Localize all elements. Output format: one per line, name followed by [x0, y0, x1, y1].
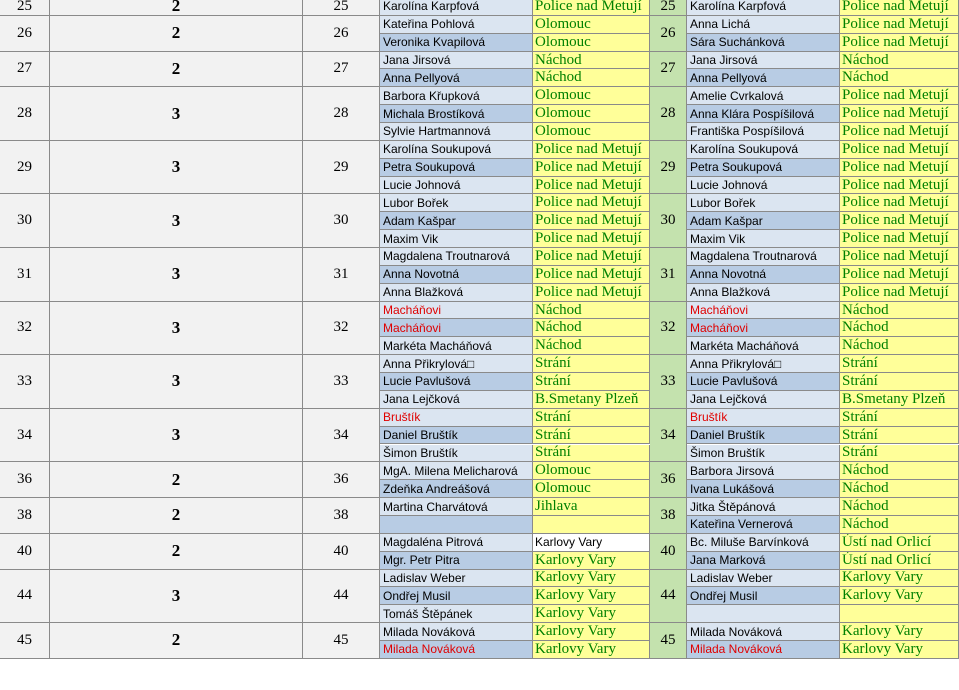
- club-right: Strání: [840, 355, 959, 373]
- group-number-right: 27: [650, 52, 687, 88]
- entrant-name-left: Ondřej Musil: [380, 587, 533, 605]
- entrant-name-left: Kateřina Pohlová: [380, 16, 533, 34]
- group-number-left: 28: [303, 87, 380, 141]
- group-number-right: 33: [650, 355, 687, 409]
- group-number-right: 38: [650, 498, 687, 534]
- group-count: 3: [50, 141, 303, 195]
- club-left: Police nad Metují: [533, 0, 650, 16]
- club-right: B.Smetany Plzeň: [840, 391, 959, 409]
- entrant-name-left: Anna Pellyová: [380, 69, 533, 87]
- group-count: 3: [50, 302, 303, 356]
- club-right: Police nad Metují: [840, 87, 959, 105]
- group-number-right: 29: [650, 141, 687, 195]
- club-left: Strání: [533, 445, 650, 463]
- club-left: Náchod: [533, 69, 650, 87]
- entrant-name-left: Jana Lejčková: [380, 391, 533, 409]
- group-number: 31: [0, 248, 50, 302]
- entrant-name-right: Anna Lichá: [687, 16, 840, 34]
- entrant-name-left: Markéta Macháňová: [380, 337, 533, 355]
- club-left: Karlovy Vary: [533, 534, 650, 552]
- group-count: 2: [50, 534, 303, 570]
- club-right: Ústí nad Orlicí: [840, 534, 959, 552]
- entrant-name-right: Ladislav Weber: [687, 570, 840, 588]
- club-right: Police nad Metují: [840, 194, 959, 212]
- entrant-name-left: Karolína Karpfová: [380, 0, 533, 16]
- club-right: Ústí nad Orlicí: [840, 552, 959, 570]
- club-left: B.Smetany Plzeň: [533, 391, 650, 409]
- club-right: Náchod: [840, 69, 959, 87]
- club-left: [533, 516, 650, 534]
- entrant-name-right: Bruštík: [687, 409, 840, 427]
- group-number-left: 27: [303, 52, 380, 88]
- entrant-name-left: MgA. Milena Melicharová: [380, 462, 533, 480]
- club-right: Police nad Metují: [840, 177, 959, 195]
- group-count: 2: [50, 0, 303, 16]
- group-number-right: 44: [650, 570, 687, 624]
- entrant-name-left: Macháňovi: [380, 319, 533, 337]
- entrant-name-right: Amelie Cvrkalová: [687, 87, 840, 105]
- entrant-name-left: Michala Brostíková: [380, 105, 533, 123]
- club-right: Police nad Metují: [840, 159, 959, 177]
- club-left: Strání: [533, 373, 650, 391]
- club-right: Strání: [840, 445, 959, 463]
- entrant-name-right: Barbora Jirsová: [687, 462, 840, 480]
- group-number-left: 25: [303, 0, 380, 16]
- group-count: 3: [50, 570, 303, 624]
- club-right: Strání: [840, 373, 959, 391]
- entrant-name-left: Jana Jirsová: [380, 52, 533, 70]
- entrant-name-right: Anna Blažková: [687, 284, 840, 302]
- club-right: Police nad Metují: [840, 248, 959, 266]
- entrant-name-right: Bc. Miluše Barvínková: [687, 534, 840, 552]
- club-left: Police nad Metují: [533, 266, 650, 284]
- entrant-name-right: Lucie Pavlušová: [687, 373, 840, 391]
- club-right: Police nad Metují: [840, 230, 959, 248]
- club-right: Náchod: [840, 337, 959, 355]
- club-left: Strání: [533, 427, 650, 445]
- group-number-right: 32: [650, 302, 687, 356]
- entrant-name-left: Daniel Bruštík: [380, 427, 533, 445]
- entrant-name-left: Magdalena Troutnarová: [380, 248, 533, 266]
- entrant-name-left: Šimon Bruštík: [380, 445, 533, 463]
- club-right: Náchod: [840, 462, 959, 480]
- group-number: 30: [0, 194, 50, 248]
- club-left: Olomouc: [533, 16, 650, 34]
- group-number-left: 26: [303, 16, 380, 52]
- club-left: Strání: [533, 409, 650, 427]
- entrant-name-left: Maxim Vik: [380, 230, 533, 248]
- entrant-name-right: Ondřej Musil: [687, 587, 840, 605]
- entrant-name-left: Martina Charvátová: [380, 498, 533, 516]
- club-left: Police nad Metují: [533, 284, 650, 302]
- group-number-right: 30: [650, 194, 687, 248]
- entrant-name-right: Milada Nováková: [687, 641, 840, 659]
- club-right: Police nad Metují: [840, 212, 959, 230]
- club-left: Police nad Metují: [533, 194, 650, 212]
- club-right: Police nad Metují: [840, 105, 959, 123]
- entrant-name-left: [380, 516, 533, 534]
- entrant-name-right: Anna Pellyová: [687, 69, 840, 87]
- club-left: Náchod: [533, 337, 650, 355]
- group-count: 2: [50, 498, 303, 534]
- entrant-name-left: Lucie Johnová: [380, 177, 533, 195]
- entrant-name-left: Anna Novotná: [380, 266, 533, 284]
- group-number: 33: [0, 355, 50, 409]
- club-left: Karlovy Vary: [533, 623, 650, 641]
- group-number-left: 44: [303, 570, 380, 624]
- entrant-name-right: Jana Jirsová: [687, 52, 840, 70]
- entrant-name-right: Adam Kašpar: [687, 212, 840, 230]
- entrant-name-right: Markéta Macháňová: [687, 337, 840, 355]
- entrant-name-left: Tomáš Štěpánek: [380, 605, 533, 623]
- entrant-name-right: Maxim Vik: [687, 230, 840, 248]
- group-number: 44: [0, 570, 50, 624]
- group-number: 32: [0, 302, 50, 356]
- club-left: Police nad Metují: [533, 212, 650, 230]
- club-right: Náchod: [840, 516, 959, 534]
- group-number: 36: [0, 462, 50, 498]
- entrant-name-right: Anna Klára Pospíšilová: [687, 105, 840, 123]
- entrant-name-right: Sára Suchánková: [687, 34, 840, 52]
- entrant-name-left: Lucie Pavlušová: [380, 373, 533, 391]
- club-left: Jihlava: [533, 498, 650, 516]
- club-left: Olomouc: [533, 480, 650, 498]
- entrant-name-right: Milada Nováková: [687, 623, 840, 641]
- group-number-right: 36: [650, 462, 687, 498]
- group-number-left: 32: [303, 302, 380, 356]
- group-number-right: 45: [650, 623, 687, 659]
- club-right: Náchod: [840, 52, 959, 70]
- club-right: Police nad Metují: [840, 16, 959, 34]
- entrant-name-right: Lubor Bořek: [687, 194, 840, 212]
- group-count: 3: [50, 248, 303, 302]
- club-right: Karlovy Vary: [840, 623, 959, 641]
- group-number: 29: [0, 141, 50, 195]
- entrant-name-right: Kateřina Vernerová: [687, 516, 840, 534]
- group-count: 2: [50, 623, 303, 659]
- entrant-name-right: [687, 605, 840, 623]
- entrant-name-left: Magdaléna Pitrová: [380, 534, 533, 552]
- club-right: Karlovy Vary: [840, 570, 959, 588]
- group-number: 28: [0, 87, 50, 141]
- entrant-name-right: Anna Přikrylová□: [687, 355, 840, 373]
- group-number: 26: [0, 16, 50, 52]
- entrant-name-left: Anna Přikrylová□: [380, 355, 533, 373]
- entrant-name-left: Sylvie Hartmannová: [380, 123, 533, 141]
- club-right: Police nad Metují: [840, 266, 959, 284]
- group-number-left: 45: [303, 623, 380, 659]
- entrant-name-left: Barbora Křupková: [380, 87, 533, 105]
- club-left: Karlovy Vary: [533, 587, 650, 605]
- club-right: [840, 605, 959, 623]
- group-number-right: 26: [650, 16, 687, 52]
- club-right: Police nad Metují: [840, 0, 959, 16]
- group-number: 38: [0, 498, 50, 534]
- group-number-right: 31: [650, 248, 687, 302]
- entrant-name-left: Petra Soukupová: [380, 159, 533, 177]
- entrant-name-right: Macháňovi: [687, 302, 840, 320]
- group-number: 34: [0, 409, 50, 463]
- entrant-name-right: Macháňovi: [687, 319, 840, 337]
- entrant-name-left: Lubor Bořek: [380, 194, 533, 212]
- group-number-right: 34: [650, 409, 687, 463]
- entrant-name-left: Milada Nováková: [380, 641, 533, 659]
- group-count: 2: [50, 52, 303, 88]
- club-right: Karlovy Vary: [840, 641, 959, 659]
- group-count: 2: [50, 462, 303, 498]
- entrant-name-left: Karolína Soukupová: [380, 141, 533, 159]
- club-left: Police nad Metují: [533, 230, 650, 248]
- group-count: 2: [50, 16, 303, 52]
- entrant-name-left: Mgr. Petr Pitra: [380, 552, 533, 570]
- entrant-name-right: Šimon Bruštík: [687, 445, 840, 463]
- club-right: Strání: [840, 427, 959, 445]
- club-left: Náchod: [533, 52, 650, 70]
- group-count: 3: [50, 409, 303, 463]
- entrant-name-right: Jitka Štěpánová: [687, 498, 840, 516]
- club-left: Police nad Metují: [533, 141, 650, 159]
- club-left: Strání: [533, 355, 650, 373]
- entrant-name-right: Anna Novotná: [687, 266, 840, 284]
- club-left: Police nad Metují: [533, 159, 650, 177]
- entrant-name-right: Františka Pospíšilová: [687, 123, 840, 141]
- club-right: Strání: [840, 409, 959, 427]
- entrant-name-right: Jana Lejčková: [687, 391, 840, 409]
- club-left: Olomouc: [533, 105, 650, 123]
- club-right: Police nad Metují: [840, 284, 959, 302]
- club-right: Karlovy Vary: [840, 587, 959, 605]
- group-number-right: 40: [650, 534, 687, 570]
- club-left: Police nad Metují: [533, 177, 650, 195]
- club-right: Police nad Metují: [840, 34, 959, 52]
- group-count: 3: [50, 87, 303, 141]
- club-left: Karlovy Vary: [533, 641, 650, 659]
- group-number-left: 29: [303, 141, 380, 195]
- group-number-left: 33: [303, 355, 380, 409]
- club-left: Olomouc: [533, 123, 650, 141]
- group-count: 3: [50, 355, 303, 409]
- group-number: 45: [0, 623, 50, 659]
- group-number-left: 40: [303, 534, 380, 570]
- group-number-left: 36: [303, 462, 380, 498]
- entrant-name-right: Magdalena Troutnarová: [687, 248, 840, 266]
- club-left: Karlovy Vary: [533, 552, 650, 570]
- club-left: Náchod: [533, 302, 650, 320]
- entrant-name-right: Ivana Lukášová: [687, 480, 840, 498]
- entrant-name-right: Karolína Soukupová: [687, 141, 840, 159]
- club-right: Náchod: [840, 302, 959, 320]
- group-number-left: 30: [303, 194, 380, 248]
- club-left: Olomouc: [533, 462, 650, 480]
- entrant-name-left: Anna Blažková: [380, 284, 533, 302]
- entrant-name-right: Lucie Johnová: [687, 177, 840, 195]
- club-right: Náchod: [840, 498, 959, 516]
- group-number-right: 25: [650, 0, 687, 16]
- group-number-right: 28: [650, 87, 687, 141]
- entrant-name-left: Veronika Kvapilová: [380, 34, 533, 52]
- entrant-name-left: Ladislav Weber: [380, 570, 533, 588]
- club-right: Náchod: [840, 319, 959, 337]
- club-right: Police nad Metují: [840, 141, 959, 159]
- entrant-name-right: Karolína Karpfová: [687, 0, 840, 16]
- club-left: Olomouc: [533, 87, 650, 105]
- entrant-name-left: Adam Kašpar: [380, 212, 533, 230]
- entrant-name-right: Petra Soukupová: [687, 159, 840, 177]
- club-right: Police nad Metují: [840, 123, 959, 141]
- entrant-name-right: Daniel Bruštík: [687, 427, 840, 445]
- entrant-name-left: Macháňovi: [380, 302, 533, 320]
- club-left: Karlovy Vary: [533, 605, 650, 623]
- group-number-left: 34: [303, 409, 380, 463]
- group-number: 27: [0, 52, 50, 88]
- group-number: 40: [0, 534, 50, 570]
- club-left: Karlovy Vary: [533, 570, 650, 588]
- entrant-name-left: Zdeňka Andreášová: [380, 480, 533, 498]
- group-number-left: 31: [303, 248, 380, 302]
- group-number: 25: [0, 0, 50, 16]
- entrant-name-left: Milada Nováková: [380, 623, 533, 641]
- group-number-left: 38: [303, 498, 380, 534]
- club-left: Olomouc: [533, 34, 650, 52]
- club-left: Police nad Metují: [533, 248, 650, 266]
- entrant-name-right: Jana Marková: [687, 552, 840, 570]
- club-left: Náchod: [533, 319, 650, 337]
- club-right: Náchod: [840, 480, 959, 498]
- entrant-name-left: Bruštík: [380, 409, 533, 427]
- group-count: 3: [50, 194, 303, 248]
